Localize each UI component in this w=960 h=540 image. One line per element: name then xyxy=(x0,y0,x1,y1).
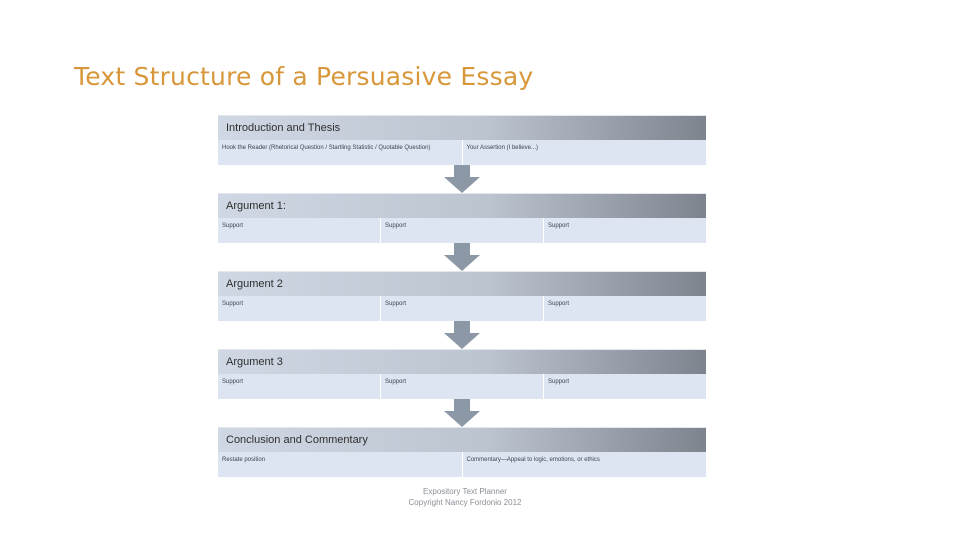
credit-line-2: Copyright Nancy Fordonio 2012 xyxy=(408,498,522,507)
block-conclusion xyxy=(218,427,706,477)
block-row-introduction xyxy=(218,140,706,165)
block-row-argument-1 xyxy=(218,218,706,243)
essay-structure-diagram xyxy=(218,115,706,477)
cell-support: Support xyxy=(381,374,544,399)
cell-support: Support xyxy=(544,374,706,399)
cell-support: Support xyxy=(381,296,544,321)
cell-support: Support xyxy=(218,218,381,243)
block-argument-3 xyxy=(218,349,706,399)
block-introduction xyxy=(218,115,706,165)
block-header-argument-2: Argument 2 xyxy=(218,271,706,296)
block-argument-1 xyxy=(218,193,706,243)
credit-line-1: Expository Text Planner xyxy=(423,487,507,496)
block-header-introduction: Introduction and Thesis xyxy=(218,115,706,140)
flow-arrow-4 xyxy=(218,399,706,427)
down-arrow-icon xyxy=(444,165,480,193)
cell-support: Support xyxy=(544,296,706,321)
cell-assertion: Your Assertion (I believe...) xyxy=(463,140,707,165)
flow-arrow-3 xyxy=(218,321,706,349)
cell-support: Support xyxy=(218,374,381,399)
down-arrow-icon xyxy=(444,243,480,271)
cell-hook: Hook the Reader (Rhetorical Question / Startling Statistic / Quotable Question) xyxy=(218,140,463,165)
flow-arrow-1 xyxy=(218,165,706,193)
cell-support: Support xyxy=(544,218,706,243)
block-row-argument-2 xyxy=(218,296,706,321)
cell-support: Support xyxy=(381,218,544,243)
block-header-argument-1: Argument 1: xyxy=(218,193,706,218)
down-arrow-icon xyxy=(444,321,480,349)
down-arrow-icon xyxy=(444,399,480,427)
block-header-conclusion: Conclusion and Commentary xyxy=(218,427,706,452)
block-row-argument-3 xyxy=(218,374,706,399)
cell-restate: Restate position xyxy=(218,452,463,477)
block-header-argument-3: Argument 3 xyxy=(218,349,706,374)
cell-commentary: Commentary—Appeal to logic, emotions, or ethics xyxy=(463,452,707,477)
cell-support: Support xyxy=(218,296,381,321)
block-argument-2 xyxy=(218,271,706,321)
block-row-conclusion xyxy=(218,452,706,477)
flow-arrow-2 xyxy=(218,243,706,271)
slide-title: Text Structure of a Persuasive Essay xyxy=(74,62,534,91)
